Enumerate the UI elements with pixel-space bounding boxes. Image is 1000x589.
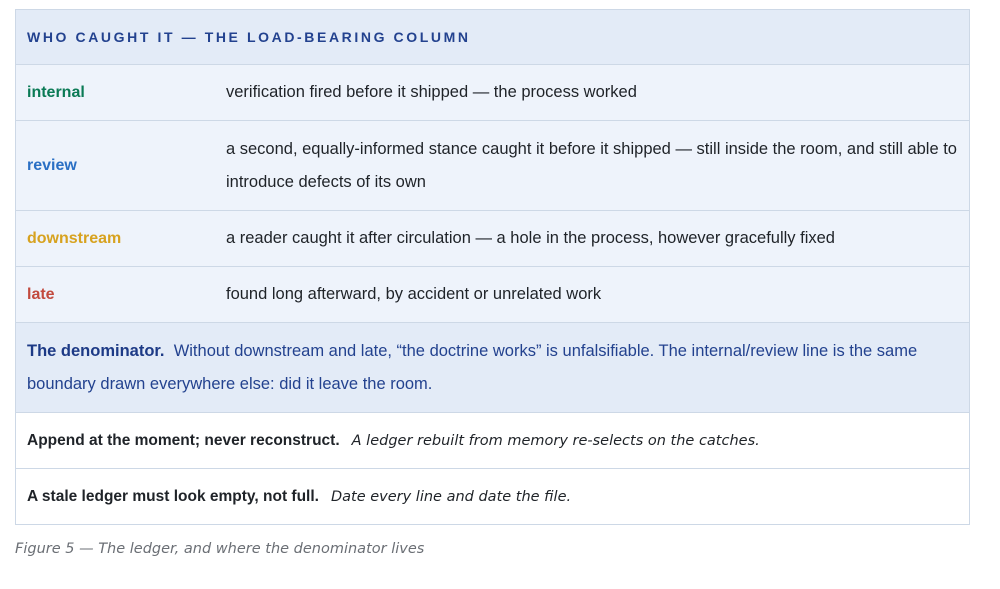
table-row-late [16,266,969,322]
row-description: a reader caught it after circulation — a hole in the process, however gracefully fixed [226,229,835,247]
row-key: late [27,285,55,303]
denominator-note [16,322,969,412]
figure-caption: Figure 5 — The ledger, and where the denominator lives [15,541,425,557]
denominator-text: Without downstream and late, “the doctrine works” is unfalsifiable. The internal/review line is the same boundary drawn everywhere else: did it leave the room. [27,341,918,393]
row-key: review [27,156,77,174]
rule-note: Date every line and date the file. [330,488,572,505]
rule-append [16,412,969,468]
row-description: a second, equally-informed stance caught it before it shipped — still inside the room, and still able to introduce defects of its own [226,139,957,191]
table-row-review [16,120,969,210]
row-key: internal [27,83,85,101]
rule-note: A ledger rebuilt from memory re-selects on the catches. [351,432,760,449]
ledger-table [15,9,970,525]
ledger-figure [15,9,970,557]
table-row-downstream [16,210,969,266]
rule-lead: A stale ledger must look empty, not full. [27,487,319,505]
row-description: found long afterward, by accident or unrelated work [226,285,602,303]
table-row-internal [16,64,969,120]
denominator-lead: The denominator. [27,341,165,360]
row-description: verification fired before it shipped — the process worked [226,83,637,101]
rule-stale [16,468,969,524]
row-key: downstream [27,229,122,247]
table-header: WHO CAUGHT IT — THE LOAD-BEARING COLUMN [16,10,969,64]
rule-lead: Append at the moment; never reconstruct. [27,431,340,449]
